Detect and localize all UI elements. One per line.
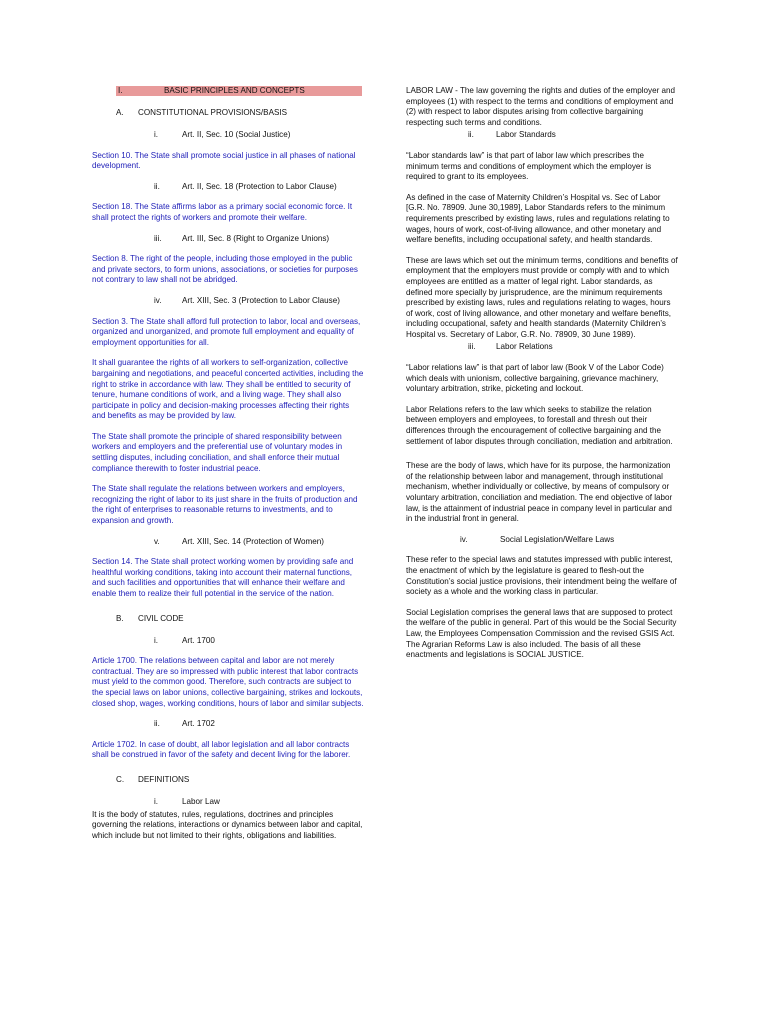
heading-definitions: [116, 775, 364, 785]
subheading-text: Art. 1702: [182, 719, 215, 729]
guarantee-rights-text: It shall guarantee the rights of all workers to self-organization, collective bargaining and negotiations, and peaceful concerted activities, including the right to strike in accordance with law. They shall be entitled to security of tenure, humane conditions of work, and a living wage. They shall also participate in policy and decision-making processes affecting their rights and benefits as may be provided by law.: [92, 358, 364, 421]
subheading-art1702: [154, 719, 364, 730]
labor-standards-text-2: As defined in the case of Maternity Children’s Hospital vs. Sec of Labor [G.R. No. 78909. June 30,1989], Labor Standards refers to the minimum requirements prescribed by existing laws, rules and regulations relating to wages, hours of work, cost-of-living allowance, and other monetary and welfare benefits, including occupational safety, and health standards.: [406, 192, 670, 245]
subheading-labor-relations: [468, 342, 678, 353]
subheading-number: i.: [154, 130, 159, 139]
subheading-art2-sec18: [154, 182, 364, 193]
subheading-art13-sec14: [154, 537, 364, 548]
social-legislation-text-2: Social Legislation comprises the general laws that are supposed to protect the welfare of the public in general. Part of this would be the Social Security Law, the Employees Compensation Commission and the revised GSIS Act. The Agrarian Reforms Law is also included. The basis of all these enactments and legislations is SOCIAL JUSTICE.: [406, 607, 677, 660]
heading-text: BASIC PRINCIPLES AND CONCEPTS: [164, 86, 305, 95]
section-heading-basic-principles: [116, 86, 362, 96]
subheading-labor-standards: [468, 130, 678, 141]
subheading-art2-sec10: [154, 130, 364, 141]
subheading-number: v.: [154, 536, 160, 546]
heading-constitutional-provisions: [116, 108, 364, 118]
regulate-relations-text: The State shall regulate the relations between workers and employers, recognizing the right of labor to its just share in the fruits of production and the right of enterprises to reasonable returns to investments, and to expansion and growth.: [92, 484, 358, 526]
labor-relations-text-3: These are the body of laws, which have for its purpose, the harmonization of the relationship between labor and management, through institutional mechanism, whether individually or collective, by means of compulsory or voluntary arbitration, conciliation and mediation. The end objective of labor law, is the attainment of industrial peace in company level in particular and in the industrial front in general.: [406, 461, 673, 524]
right-column: [406, 86, 678, 661]
subheading-text: Labor Standards: [496, 130, 556, 140]
article-1700-text: Article 1700. The relations between capital and labor are not merely contractual. They are so impressed with public interest that labor contracts must yield to the common good. Therefore, such contracts are subject to the special laws on labor unions, collective bargaining, strikes and lockouts, closed shop, wages, working conditions, hours of labor and similar subjects.: [92, 656, 364, 708]
labor-law-top-text: LABOR LAW - The law governing the rights and duties of the employer and employees (1) with respect to the terms and conditions of employment and (2) with respect to labor disputes arising from collective bargaining respecting such terms and conditions.: [406, 86, 676, 127]
section-3-text: Section 3. The State shall afford full protection to labor, local and overseas, organized and unorganized, and promote full employment and equality of employment opportunities for all.: [92, 316, 361, 347]
subheading-social-legislation: [460, 535, 678, 546]
section-18-text: Section 18. The State affirms labor as a primary social economic force. It shall protect the rights of workers and promote their welfare.: [92, 202, 353, 222]
subheading-text: Art. XIII, Sec. 14 (Protection of Women): [182, 536, 324, 546]
subheading-number: iv.: [460, 534, 468, 544]
subheading-text: Art. II, Sec. 10 (Social Justice): [182, 130, 291, 139]
subheading-text: Art. II, Sec. 18 (Protection to Labor Clause): [182, 181, 337, 191]
subheading-number: ii.: [468, 130, 474, 140]
subheading-art13-sec3: [154, 296, 364, 307]
subheading-text: Art. 1700: [182, 635, 215, 645]
labor-standards-text-3: These are laws which set out the minimum terms, conditions and benefits of employment that the employers must provide or comply with and to which employees are entitled as a matter of legal right. Labor standards, as defined more specially by jurisprudence, are the minimum requirements prescribed by existing laws, rules and regulations relating to wages, hours of work, cost of living allowance, and other monetary and welfare benefits, including occupational, safety and health standards (Maternity Children’s Hospital vs. Secretary of Labor, G.R. No. 78909, 30 June 1989).: [406, 255, 678, 339]
heading-number: I.: [118, 86, 123, 95]
subheading-text: Art. III, Sec. 8 (Right to Organize Unions): [182, 233, 330, 243]
shared-responsibility-text: The State shall promote the principle of shared responsibility between workers and employers and the preferential use of voluntary modes in settling disputes, including conciliation, and shall enforce their mutual compliance therewith to foster industrial peace.: [92, 431, 343, 473]
subheading-number: ii.: [154, 181, 160, 191]
heading-text: DEFINITIONS: [138, 774, 190, 784]
subheading-text: Art. XIII, Sec. 3 (Protection to Labor Clause): [182, 295, 340, 305]
subheading-number: iii.: [468, 342, 476, 352]
labor-relations-text-1: “Labor relations law” is that part of labor law (Book V of the Labor Code) which deals with unionism, collective bargaining, grievance machinery, voluntary arbitration, strike, picketing and lockout.: [406, 363, 664, 394]
labor-standards-text-1: “Labor standards law” is that part of labor law which prescribes the minimum terms and conditions of employment which the employer is required to grant to its employees.: [406, 150, 652, 182]
heading-number: C.: [116, 774, 125, 784]
heading-number: B.: [116, 613, 124, 623]
heading-number: A.: [116, 108, 124, 117]
heading-civil-code: [116, 614, 364, 624]
labor-relations-text-2: Labor Relations refers to the law which seeks to stabilize the relation between employers and employees, to forestall and thresh out their differences through the encouragement of collective bargaining and the settlement of labor disputes through conciliation, mediation and arbitration.: [406, 404, 673, 446]
subheading-number: ii.: [154, 719, 160, 729]
article-1702-text: Article 1702. In case of doubt, all labor legislation and all labor contracts shall be construed in favor of the safety and decent living for the laborer.: [92, 739, 351, 760]
section-14-text: Section 14. The State shall protect working women by providing safe and healthful working conditions, taking into account their maternal functions, and such facilities and opportunities that will enhance their welfare and enable them to realize their full potential in the service of the nation.: [92, 557, 354, 598]
subheading-number: iv.: [154, 295, 162, 305]
subheading-labor-law: [154, 797, 364, 808]
social-legislation-text-1: These refer to the special laws and statutes impressed with public interest, the enactment of which by the legislature is geared to flesh-out the Constitution’s social justice provisions, their intendment being the welfare of society as a whole and the working class in particular.: [406, 555, 677, 597]
subheading-number: i.: [154, 635, 159, 645]
subheading-art3-sec8: [154, 234, 364, 245]
subheading-number: i.: [154, 796, 159, 806]
subheading-text: Labor Law: [182, 796, 220, 806]
left-column: [92, 86, 364, 841]
labor-law-definition: It is the body of statutes, rules, regulations, doctrines and principles governing the relations, interactions or dynamics between labor and capital, which include but not limited to their rights, obligations and liabilities.: [92, 809, 363, 840]
section-8-text: Section 8. The right of the people, including those employed in the public and private sectors, to form unions, associations, or societies for purposes not contrary to law shall not be abridged.: [92, 254, 358, 285]
subheading-number: iii.: [154, 233, 162, 243]
subheading-art1700: [154, 636, 364, 647]
heading-text: CIVIL CODE: [138, 613, 184, 623]
heading-text: CONSTITUTIONAL PROVISIONS/BASIS: [138, 108, 288, 117]
section-10-text: Section 10. The State shall promote social justice in all phases of national development.: [92, 150, 356, 171]
subheading-text: Social Legislation/Welfare Laws: [500, 534, 615, 544]
subheading-text: Labor Relations: [496, 342, 553, 352]
